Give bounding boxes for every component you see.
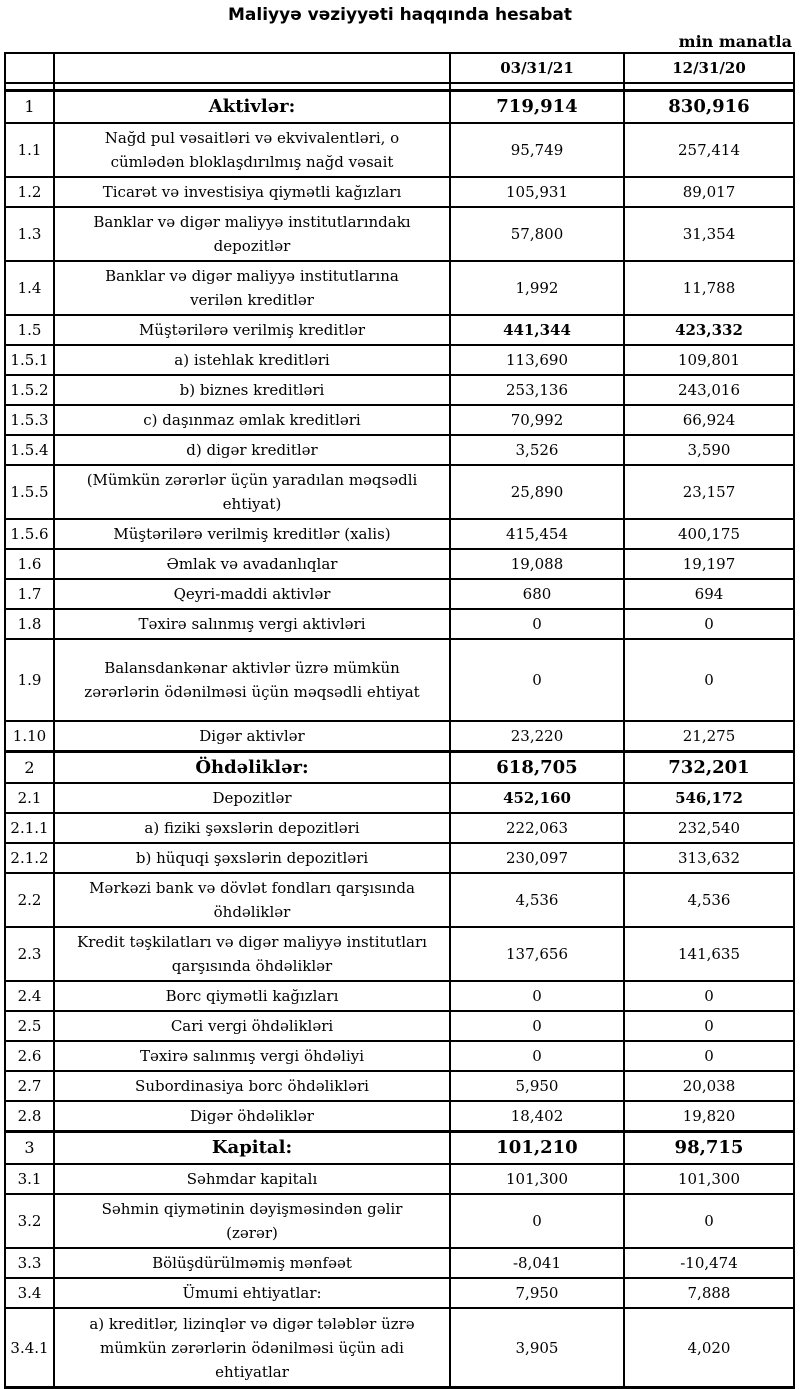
- table-row: [5, 609, 794, 639]
- row-number-cell: 2.5: [5, 1011, 54, 1041]
- page-title: Maliyyə vəziyyəti haqqında hesabat: [228, 5, 572, 25]
- value-cell-current-period: 101,210: [450, 1132, 624, 1164]
- value-cell-prior-period: 3,590: [624, 435, 794, 465]
- value-cell-prior-period: 423,332: [624, 315, 794, 345]
- value-cell-prior-period: -10,474: [624, 1248, 794, 1278]
- row-number-cell: 1.6: [5, 549, 54, 579]
- row-number-cell: 2.8: [5, 1101, 54, 1132]
- value-cell-prior-period: 694: [624, 579, 794, 609]
- table-row: [5, 783, 794, 813]
- table-row: [5, 1308, 794, 1388]
- value-cell-current-period: 0: [450, 1041, 624, 1071]
- value-cell-prior-period: 109,801: [624, 345, 794, 375]
- row-number-cell: 3.3: [5, 1248, 54, 1278]
- value-cell-current-period: 7,950: [450, 1278, 624, 1308]
- spacer-cell: [624, 83, 794, 91]
- row-label-cell: Qeyri-maddi aktivlər: [54, 579, 450, 609]
- value-cell-current-period: 222,063: [450, 813, 624, 843]
- row-number-cell: 1.10: [5, 721, 54, 752]
- row-number-cell: 1.9: [5, 639, 54, 721]
- row-label-cell: Təxirə salınmış vergi aktivləri: [54, 609, 450, 639]
- row-number-cell: 1.5.2: [5, 375, 54, 405]
- table-row: [5, 1132, 794, 1164]
- row-number-cell: 1.5.1: [5, 345, 54, 375]
- table-row: [5, 465, 794, 519]
- value-cell-prior-period: 313,632: [624, 843, 794, 873]
- table-row: [5, 981, 794, 1011]
- row-label-cell: Səhmin qiymətinin dəyişməsindən gəlir (zərər): [54, 1194, 450, 1248]
- value-cell-prior-period: 0: [624, 1194, 794, 1248]
- value-cell-prior-period: 101,300: [624, 1164, 794, 1194]
- row-number-cell: 1.8: [5, 609, 54, 639]
- row-number-cell: 2.4: [5, 981, 54, 1011]
- value-cell-current-period: 0: [450, 981, 624, 1011]
- row-label-cell: a) fiziki şəxslərin depozitləri: [54, 813, 450, 843]
- table-row: [5, 549, 794, 579]
- row-label-cell: Subordinasiya borc öhdəlikləri: [54, 1071, 450, 1101]
- value-cell-prior-period: 21,275: [624, 721, 794, 752]
- value-cell-prior-period: 19,197: [624, 549, 794, 579]
- table-row: [5, 435, 794, 465]
- table-row: [5, 751, 794, 783]
- table-row: [5, 1164, 794, 1194]
- value-cell-current-period: 441,344: [450, 315, 624, 345]
- row-number-cell: 1.4: [5, 261, 54, 315]
- value-cell-current-period: 680: [450, 579, 624, 609]
- value-cell-prior-period: 232,540: [624, 813, 794, 843]
- row-label-cell: Mərkəzi bank və dövlət fondları qarşısında öhdəliklər: [54, 873, 450, 927]
- row-number-cell: 1.5.4: [5, 435, 54, 465]
- table-row: [5, 927, 794, 981]
- value-cell-prior-period: 20,038: [624, 1071, 794, 1101]
- row-label-cell: b) hüquqi şəxslərin depozitləri: [54, 843, 450, 873]
- row-label-cell: Balansdankənar aktivlər üzrə mümkün zərərlərin ödənilməsi üçün məqsədli ehtiyat: [54, 639, 450, 721]
- value-cell-current-period: 253,136: [450, 375, 624, 405]
- table-row: [5, 91, 794, 123]
- row-label-cell: Cari vergi öhdəlikləri: [54, 1011, 450, 1041]
- row-number-cell: 3.4: [5, 1278, 54, 1308]
- header-label-cell: [54, 53, 450, 83]
- row-number-cell: 1.1: [5, 123, 54, 177]
- table-row: [5, 123, 794, 177]
- value-cell-prior-period: 19,820: [624, 1101, 794, 1132]
- value-cell-current-period: 3,905: [450, 1308, 624, 1388]
- value-cell-prior-period: 7,888: [624, 1278, 794, 1308]
- value-cell-prior-period: 98,715: [624, 1132, 794, 1164]
- value-cell-current-period: 230,097: [450, 843, 624, 873]
- row-label-cell: Müştərilərə verilmiş kreditlər: [54, 315, 450, 345]
- value-cell-prior-period: 0: [624, 639, 794, 721]
- row-label-cell: Banklar və digər maliyyə institutlarındakı depozitlər: [54, 207, 450, 261]
- header-spacer-row: [5, 83, 794, 91]
- value-cell-prior-period: 66,924: [624, 405, 794, 435]
- table-row: [5, 639, 794, 721]
- row-label-cell: Kredit təşkilatları və digər maliyyə institutları qarşısında öhdəliklər: [54, 927, 450, 981]
- financial-position-table: [4, 52, 795, 1389]
- value-cell-current-period: 0: [450, 1194, 624, 1248]
- row-label-cell: Bölüşdürülməmiş mənfəət: [54, 1248, 450, 1278]
- value-cell-current-period: 415,454: [450, 519, 624, 549]
- row-number-cell: 2: [5, 751, 54, 783]
- value-cell-prior-period: 257,414: [624, 123, 794, 177]
- value-cell-current-period: -8,041: [450, 1248, 624, 1278]
- row-number-cell: 2.1.1: [5, 813, 54, 843]
- row-label-cell: Digər aktivlər: [54, 721, 450, 752]
- value-cell-current-period: 101,300: [450, 1164, 624, 1194]
- row-number-cell: 3: [5, 1132, 54, 1164]
- spacer-cell: [450, 83, 624, 91]
- spacer-cell: [54, 83, 450, 91]
- value-cell-current-period: 19,088: [450, 549, 624, 579]
- value-cell-prior-period: 31,354: [624, 207, 794, 261]
- table-row: [5, 1101, 794, 1132]
- value-cell-current-period: 4,536: [450, 873, 624, 927]
- row-number-cell: 2.7: [5, 1071, 54, 1101]
- value-cell-prior-period: 0: [624, 609, 794, 639]
- header-number-cell: [5, 53, 54, 83]
- table-row: [5, 519, 794, 549]
- row-label-cell: Depozitlər: [54, 783, 450, 813]
- table-row: [5, 315, 794, 345]
- row-label-cell: Borc qiymətli kağızları: [54, 981, 450, 1011]
- value-cell-prior-period: 4,536: [624, 873, 794, 927]
- row-number-cell: 1.5.3: [5, 405, 54, 435]
- value-cell-prior-period: 546,172: [624, 783, 794, 813]
- value-cell-current-period: 452,160: [450, 783, 624, 813]
- value-cell-current-period: 0: [450, 639, 624, 721]
- row-label-cell: Öhdəliklər:: [54, 751, 450, 783]
- value-cell-current-period: 95,749: [450, 123, 624, 177]
- unit-note: min manatla: [678, 32, 792, 51]
- value-cell-current-period: 25,890: [450, 465, 624, 519]
- row-number-cell: 2.3: [5, 927, 54, 981]
- value-cell-current-period: 0: [450, 1011, 624, 1041]
- spacer-cell: [5, 83, 54, 91]
- value-cell-prior-period: 830,916: [624, 91, 794, 123]
- table-row: [5, 405, 794, 435]
- row-label-cell: Digər öhdəliklər: [54, 1101, 450, 1132]
- row-label-cell: Müştərilərə verilmiş kreditlər (xalis): [54, 519, 450, 549]
- value-cell-prior-period: 141,635: [624, 927, 794, 981]
- table-row: [5, 1248, 794, 1278]
- row-label-cell: b) biznes kreditləri: [54, 375, 450, 405]
- table-row: [5, 261, 794, 315]
- value-cell-prior-period: 11,788: [624, 261, 794, 315]
- row-number-cell: 1.5.6: [5, 519, 54, 549]
- header-column-prior-period: 12/31/20: [624, 53, 794, 83]
- value-cell-current-period: 23,220: [450, 721, 624, 752]
- table-row: [5, 345, 794, 375]
- value-cell-prior-period: 732,201: [624, 751, 794, 783]
- value-cell-current-period: 137,656: [450, 927, 624, 981]
- value-cell-prior-period: 243,016: [624, 375, 794, 405]
- row-number-cell: 2.2: [5, 873, 54, 927]
- table-row: [5, 1041, 794, 1071]
- row-number-cell: 2.1.2: [5, 843, 54, 873]
- row-number-cell: 1: [5, 91, 54, 123]
- row-number-cell: 1.3: [5, 207, 54, 261]
- value-cell-prior-period: 0: [624, 1011, 794, 1041]
- row-number-cell: 3.4.1: [5, 1308, 54, 1388]
- row-label-cell: Kapital:: [54, 1132, 450, 1164]
- value-cell-current-period: 57,800: [450, 207, 624, 261]
- row-label-cell: Ümumi ehtiyatlar:: [54, 1278, 450, 1308]
- value-cell-current-period: 0: [450, 609, 624, 639]
- row-number-cell: 3.2: [5, 1194, 54, 1248]
- row-label-cell: Səhmdar kapitalı: [54, 1164, 450, 1194]
- row-number-cell: 2.6: [5, 1041, 54, 1071]
- table-row: [5, 1071, 794, 1101]
- row-number-cell: 3.1: [5, 1164, 54, 1194]
- table-row: [5, 579, 794, 609]
- value-cell-prior-period: 0: [624, 981, 794, 1011]
- table-row: [5, 813, 794, 843]
- table-header-row: [5, 53, 794, 83]
- value-cell-current-period: 18,402: [450, 1101, 624, 1132]
- row-label-cell: Ticarət və investisiya qiymətli kağızları: [54, 177, 450, 207]
- value-cell-current-period: 1,992: [450, 261, 624, 315]
- value-cell-current-period: 70,992: [450, 405, 624, 435]
- value-cell-prior-period: 0: [624, 1041, 794, 1071]
- row-label-cell: Banklar və digər maliyyə institutlarına verilən kreditlər: [54, 261, 450, 315]
- row-number-cell: 1.7: [5, 579, 54, 609]
- row-label-cell: c) daşınmaz əmlak kreditləri: [54, 405, 450, 435]
- table-row: [5, 1194, 794, 1248]
- table-row: [5, 721, 794, 752]
- table-row: [5, 843, 794, 873]
- row-label-cell: Nağd pul vəsaitləri və ekvivalentləri, o cümlədən bloklaşdırılmış nağd vəsait: [54, 123, 450, 177]
- table-row: [5, 1011, 794, 1041]
- table-row: [5, 1278, 794, 1308]
- row-label-cell: Əmlak və avadanlıqlar: [54, 549, 450, 579]
- value-cell-current-period: 3,526: [450, 435, 624, 465]
- table-row: [5, 873, 794, 927]
- value-cell-current-period: 105,931: [450, 177, 624, 207]
- row-number-cell: 1.5.5: [5, 465, 54, 519]
- row-number-cell: 2.1: [5, 783, 54, 813]
- value-cell-prior-period: 400,175: [624, 519, 794, 549]
- value-cell-current-period: 113,690: [450, 345, 624, 375]
- row-label-cell: Təxirə salınmış vergi öhdəliyi: [54, 1041, 450, 1071]
- value-cell-prior-period: 4,020: [624, 1308, 794, 1388]
- value-cell-prior-period: 89,017: [624, 177, 794, 207]
- row-number-cell: 1.2: [5, 177, 54, 207]
- table-body: [5, 53, 794, 1388]
- value-cell-current-period: 5,950: [450, 1071, 624, 1101]
- row-label-cell: a) istehlak kreditləri: [54, 345, 450, 375]
- table-row: [5, 375, 794, 405]
- table-row: [5, 207, 794, 261]
- header-column-current-period: 03/31/21: [450, 53, 624, 83]
- table-row: [5, 177, 794, 207]
- row-label-cell: d) digər kreditlər: [54, 435, 450, 465]
- row-label-cell: (Mümkün zərərlər üçün yaradılan məqsədli ehtiyat): [54, 465, 450, 519]
- row-label-cell: Aktivlər:: [54, 91, 450, 123]
- row-label-cell: a) kreditlər, lizinqlər və digər tələblər üzrə mümkün zərərlərin ödənilməsi üçün adi ehtiyatlar: [54, 1308, 450, 1388]
- value-cell-current-period: 719,914: [450, 91, 624, 123]
- value-cell-prior-period: 23,157: [624, 465, 794, 519]
- row-number-cell: 1.5: [5, 315, 54, 345]
- value-cell-current-period: 618,705: [450, 751, 624, 783]
